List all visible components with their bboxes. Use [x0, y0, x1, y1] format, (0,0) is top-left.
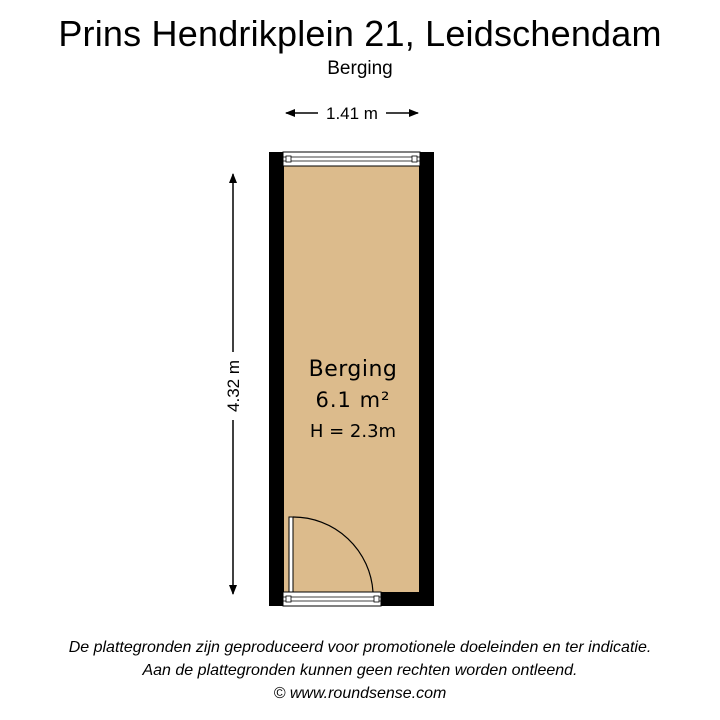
room-height-label: H = 2.3m	[309, 421, 397, 442]
length-dimension	[224, 174, 243, 594]
disclaimer-line-2: Aan de plattegronden kunnen geen rechten worden ontleend.	[142, 662, 578, 679]
floor-subtitle: Berging	[327, 58, 393, 79]
width-dimension	[286, 104, 418, 123]
page-title: Prins Hendrikplein 21, Leidschendam	[58, 13, 662, 54]
length-dimension-label: 4.32 m	[224, 360, 243, 412]
disclaimer-line-1: De plattegronden zijn geproduceerd voor promotionele doeleinden en ter indicatie.	[68, 639, 652, 656]
wall-left	[269, 152, 284, 606]
door-threshold	[283, 592, 381, 606]
copyright-line: © www.roundsense.com	[273, 685, 447, 702]
wall-right	[419, 152, 434, 606]
door-leaf	[289, 517, 293, 592]
window-top	[283, 152, 420, 166]
room-area-label: 6.1 m²	[315, 388, 391, 412]
width-dimension-label: 1.41 m	[326, 104, 378, 123]
wall-bottom-right	[381, 592, 434, 606]
room-name-label: Berging	[308, 357, 398, 382]
